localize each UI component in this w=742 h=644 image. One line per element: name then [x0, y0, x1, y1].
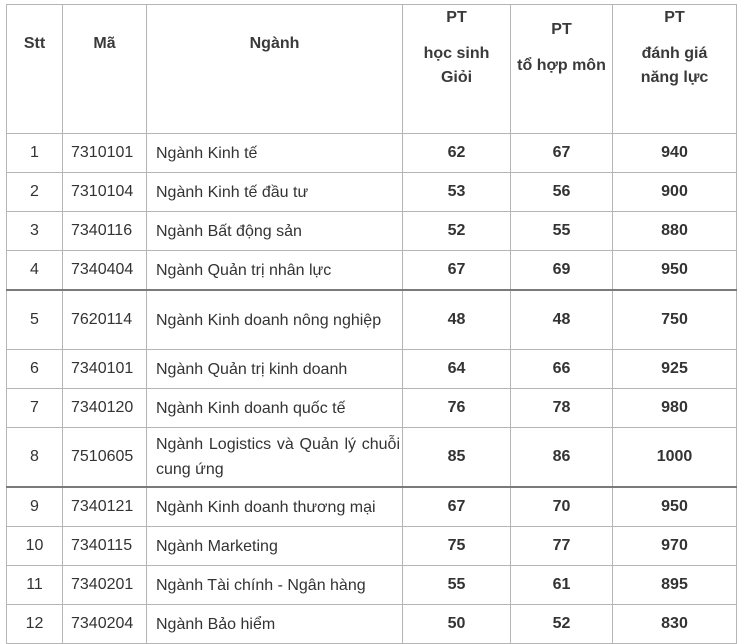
- pt3-cell: 750: [613, 290, 737, 350]
- pt2-cell: 86: [511, 428, 613, 488]
- stt-cell: 10: [7, 527, 63, 566]
- pt2-cell: 52: [511, 605, 613, 644]
- header-pt3-line: năng lực: [640, 69, 709, 86]
- stt-cell: 3: [7, 212, 63, 251]
- ma-cell: 7510605: [63, 428, 147, 488]
- pt2-cell: 69: [511, 251, 613, 291]
- nganh-cell: Ngành Kinh tế đầu tư: [147, 173, 403, 212]
- nganh-cell: Ngành Kinh doanh quốc tế: [147, 389, 403, 428]
- pt3-cell: 830: [613, 605, 737, 644]
- ma-cell: 7340101: [63, 350, 147, 389]
- header-pt1-line: Giỏi: [440, 69, 473, 86]
- nganh-cell: Ngành Kinh doanh thương mại: [147, 487, 403, 527]
- stt-cell: 4: [7, 251, 63, 291]
- pt2-cell: 56: [511, 173, 613, 212]
- nganh-cell: Ngành Bảo hiểm: [147, 605, 403, 644]
- table-body: [7, 134, 737, 644]
- header-pt-to-hop-mon: [511, 5, 613, 134]
- pt1-cell: 75: [403, 527, 511, 566]
- nganh-cell: Ngành Bất động sản: [147, 212, 403, 251]
- pt1-cell: 50: [403, 605, 511, 644]
- pt2-cell: 67: [511, 134, 613, 173]
- ma-cell: 7340201: [63, 566, 147, 605]
- pt1-cell: 53: [403, 173, 511, 212]
- nganh-cell: Ngành Kinh tế: [147, 134, 403, 173]
- stt-cell: 1: [7, 134, 63, 173]
- pt1-cell: 64: [403, 350, 511, 389]
- pt2-cell: 66: [511, 350, 613, 389]
- table-row: [7, 389, 737, 428]
- stt-cell: 8: [7, 428, 63, 488]
- pt2-cell: 78: [511, 389, 613, 428]
- header-pt1-line: PT: [446, 9, 467, 26]
- pt3-cell: 895: [613, 566, 737, 605]
- pt1-cell: 55: [403, 566, 511, 605]
- ma-cell: 7340121: [63, 487, 147, 527]
- pt3-cell: 980: [613, 389, 737, 428]
- nganh-cell: Ngành Quản trị kinh doanh: [147, 350, 403, 389]
- header-pt2-line: tổ hợp môn: [517, 57, 606, 74]
- stt-cell: 11: [7, 566, 63, 605]
- table-row: [7, 350, 737, 389]
- pt2-cell: 48: [511, 290, 613, 350]
- pt1-cell: 48: [403, 290, 511, 350]
- nganh-cell: Ngành Tài chính - Ngân hàng: [147, 566, 403, 605]
- pt1-cell: 67: [403, 251, 511, 291]
- pt1-cell: 76: [403, 389, 511, 428]
- stt-cell: 2: [7, 173, 63, 212]
- header-ma: Mã: [63, 5, 147, 134]
- header-nganh: Ngành: [147, 5, 403, 134]
- table-row: [7, 566, 737, 605]
- pt3-cell: 970: [613, 527, 737, 566]
- nganh-cell: Ngành Quản trị nhân lực: [147, 251, 403, 291]
- pt1-cell: 62: [403, 134, 511, 173]
- ma-cell: 7340204: [63, 605, 147, 644]
- pt3-cell: 880: [613, 212, 737, 251]
- pt3-cell: 1000: [613, 428, 737, 488]
- score-table: [6, 4, 737, 644]
- table-row: [7, 134, 737, 173]
- stt-cell: 6: [7, 350, 63, 389]
- table-row: [7, 173, 737, 212]
- pt2-cell: 55: [511, 212, 613, 251]
- table-row: [7, 527, 737, 566]
- header-row: [7, 5, 737, 134]
- table-row: [7, 487, 737, 527]
- pt2-cell: 61: [511, 566, 613, 605]
- pt2-cell: 77: [511, 527, 613, 566]
- stt-cell: 9: [7, 487, 63, 527]
- table-row: [7, 251, 737, 291]
- pt3-cell: 940: [613, 134, 737, 173]
- pt3-cell: 950: [613, 251, 737, 291]
- nganh-cell: Ngành Logistics và Quản lý chuỗi cung ứng: [147, 428, 403, 488]
- pt1-cell: 67: [403, 487, 511, 527]
- ma-cell: 7340404: [63, 251, 147, 291]
- ma-cell: 7620114: [63, 290, 147, 350]
- pt2-cell: 70: [511, 487, 613, 527]
- pt3-cell: 950: [613, 487, 737, 527]
- stt-cell: 5: [7, 290, 63, 350]
- table-row: [7, 605, 737, 644]
- nganh-cell: Ngành Marketing: [147, 527, 403, 566]
- header-pt2-line: PT: [551, 21, 572, 38]
- ma-cell: 7340120: [63, 389, 147, 428]
- header-pt-hoc-sinh-gioi: [403, 5, 511, 134]
- header-pt3-line: PT: [664, 9, 685, 26]
- pt3-cell: 900: [613, 173, 737, 212]
- pt3-cell: 925: [613, 350, 737, 389]
- ma-cell: 7340115: [63, 527, 147, 566]
- ma-cell: 7310101: [63, 134, 147, 173]
- stt-cell: 12: [7, 605, 63, 644]
- ma-cell: 7310104: [63, 173, 147, 212]
- table-row: [7, 212, 737, 251]
- header-pt-danh-gia-nang-luc: [613, 5, 737, 134]
- stt-cell: 7: [7, 389, 63, 428]
- header-pt3-line: đánh giá: [641, 45, 708, 62]
- nganh-cell: Ngành Kinh doanh nông nghiệp: [147, 290, 403, 350]
- header-stt: Stt: [7, 5, 63, 134]
- ma-cell: 7340116: [63, 212, 147, 251]
- pt1-cell: 52: [403, 212, 511, 251]
- header-pt1-line: học sinh: [423, 45, 490, 62]
- table-row: [7, 428, 737, 488]
- table-row: [7, 290, 737, 350]
- pt1-cell: 85: [403, 428, 511, 488]
